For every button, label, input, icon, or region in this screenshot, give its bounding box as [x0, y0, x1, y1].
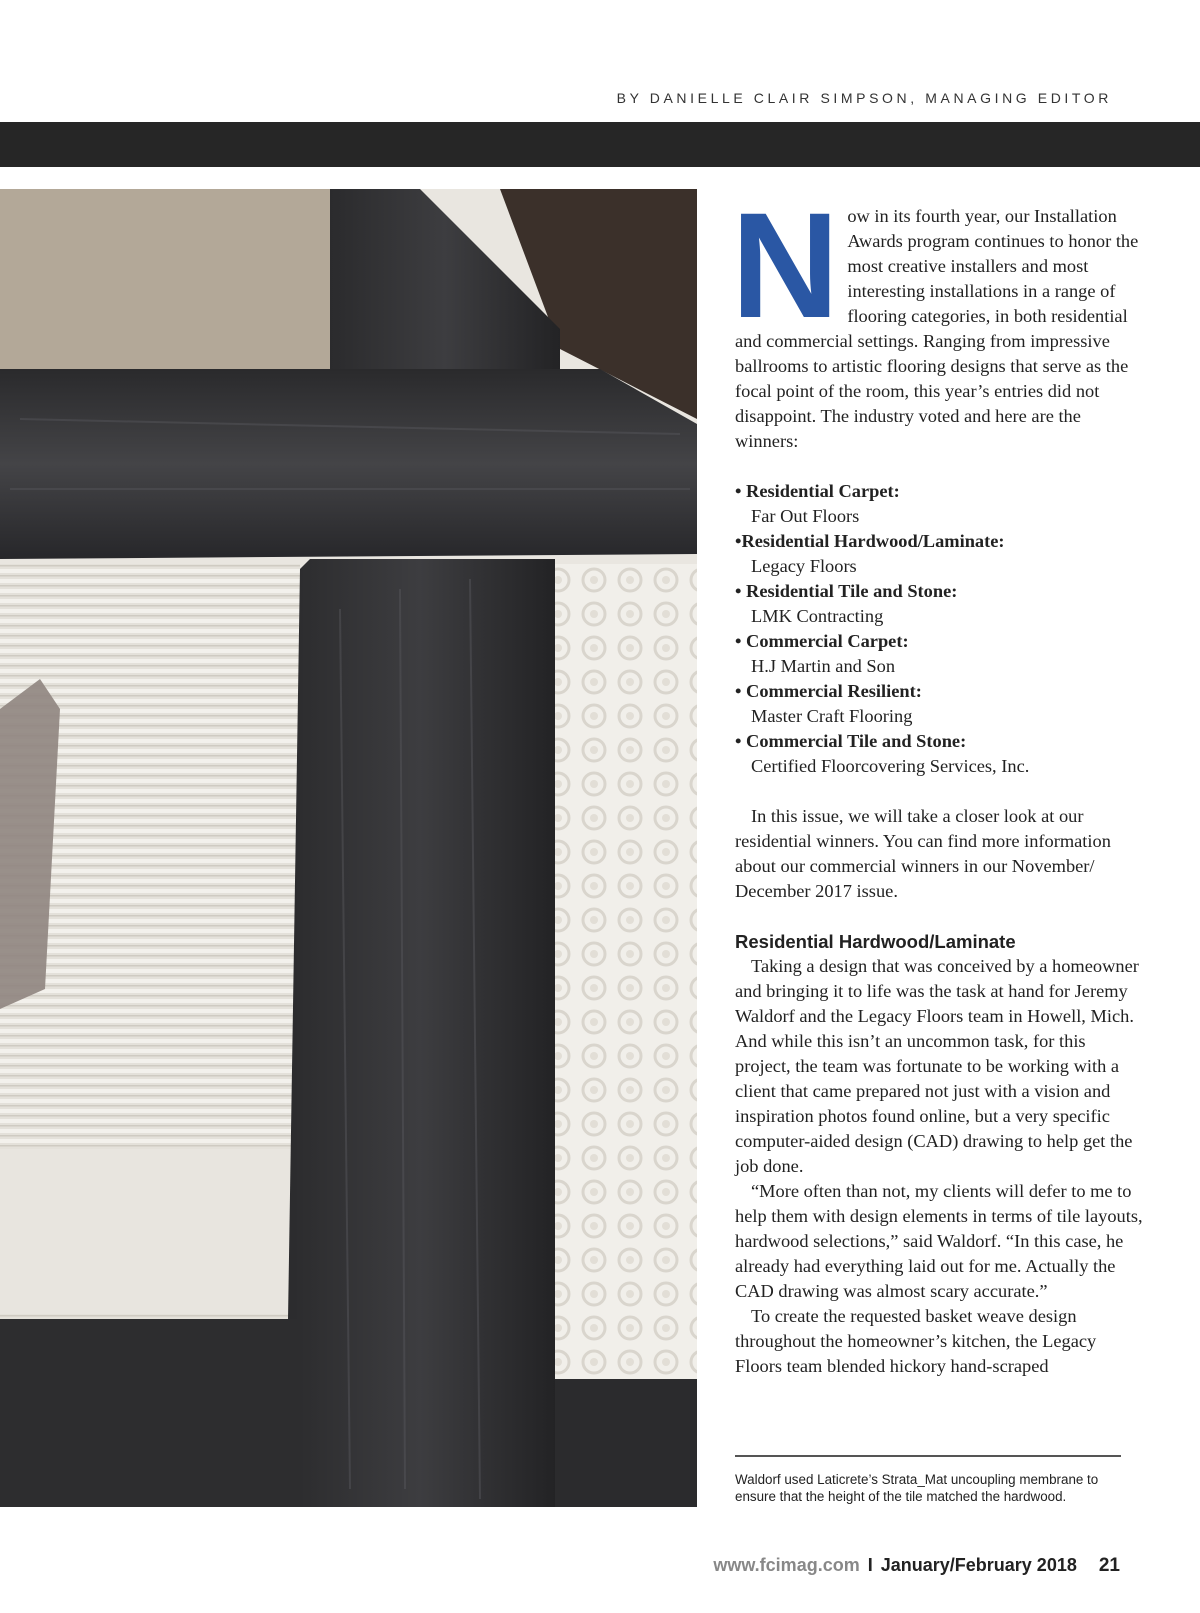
drop-cap: N [731, 181, 838, 349]
winner-name: LMK Contracting [751, 606, 884, 626]
byline: BY DANIELLE CLAIR SIMPSON, MANAGING EDITOR [616, 90, 1112, 106]
intro-paragraph: ow in its fourth year, our Installation Awards program continues to honor the most creative installers and most interesting installations in a range of flooring categories, in both residential and commercial settings. Ranging from impressive ballrooms to artistic flooring designs that serve as the focal point of the room, this year’s entries did not disappoint. The industry voted and here are the winners: [735, 206, 1139, 451]
list-item [735, 629, 1143, 679]
winner-category: • Commercial Carpet: [735, 631, 909, 651]
list-item [735, 529, 1143, 579]
page-number: 21 [1098, 1555, 1120, 1576]
body-paragraph: “More often than not, my clients will defer to me to help them with design elements in terms of tile layouts, hardwood selections,” said Waldorf. “In this case, he already had everything laid out for me. Actually the CAD drawing was almost scary accurate.” [735, 1181, 1143, 1301]
list-item [735, 679, 1143, 729]
closing-paragraph: In this issue, we will take a closer look at our residential winners. You can find more information about our commercial winners in our November/ December 2017 issue. [735, 806, 1111, 901]
page-footer [713, 1555, 1120, 1577]
body-paragraph: To create the requested basket weave design throughout the homeowner’s kitchen, the Legacy Floors team blended hickory hand-scraped [735, 1306, 1097, 1376]
winner-name: H.J Martin and Son [751, 656, 896, 676]
article-photo [0, 189, 697, 1507]
winners-list [735, 479, 1143, 779]
header-bar [0, 122, 1200, 167]
body-paragraph: Taking a design that was conceived by a homeowner and bringing it to life was the task at hand for Jeremy Waldorf and the Legacy Floors team in Howell, Mich. And while this isn’t an uncommon task, for this project, the team was fortunate to be working with a client that came prepared not just with a vision and inspiration photos found online, but a very specific computer-aided design (CAD) drawing to help get the job done. [735, 956, 1139, 1176]
winner-category: • Commercial Resilient: [735, 681, 922, 701]
list-item [735, 479, 1143, 529]
issue-date: January/February 2018 [880, 1555, 1077, 1575]
list-item [735, 729, 1143, 779]
website-link[interactable]: www.fcimag.com [713, 1555, 860, 1575]
photo-caption: Waldorf used Laticrete’s Strata_Mat uncoupling membrane to ensure that the height of the tile matched the hardwood. [735, 1455, 1121, 1505]
list-item [735, 579, 1143, 629]
winner-name: Certified Floorcovering Services, Inc. [751, 756, 1030, 776]
winner-name: Legacy Floors [751, 556, 857, 576]
winner-category: • Commercial Tile and Stone: [735, 731, 967, 751]
winner-category: •Residential Hardwood/Laminate: [735, 531, 1005, 551]
winner-category: • Residential Carpet: [735, 481, 900, 501]
winner-category: • Residential Tile and Stone: [735, 581, 958, 601]
section-heading: Residential Hardwood/Laminate [735, 931, 1016, 952]
footer-separator: I [867, 1555, 873, 1575]
article-body [731, 181, 1143, 1379]
winner-name: Master Craft Flooring [751, 706, 913, 726]
winner-name: Far Out Floors [751, 506, 860, 526]
